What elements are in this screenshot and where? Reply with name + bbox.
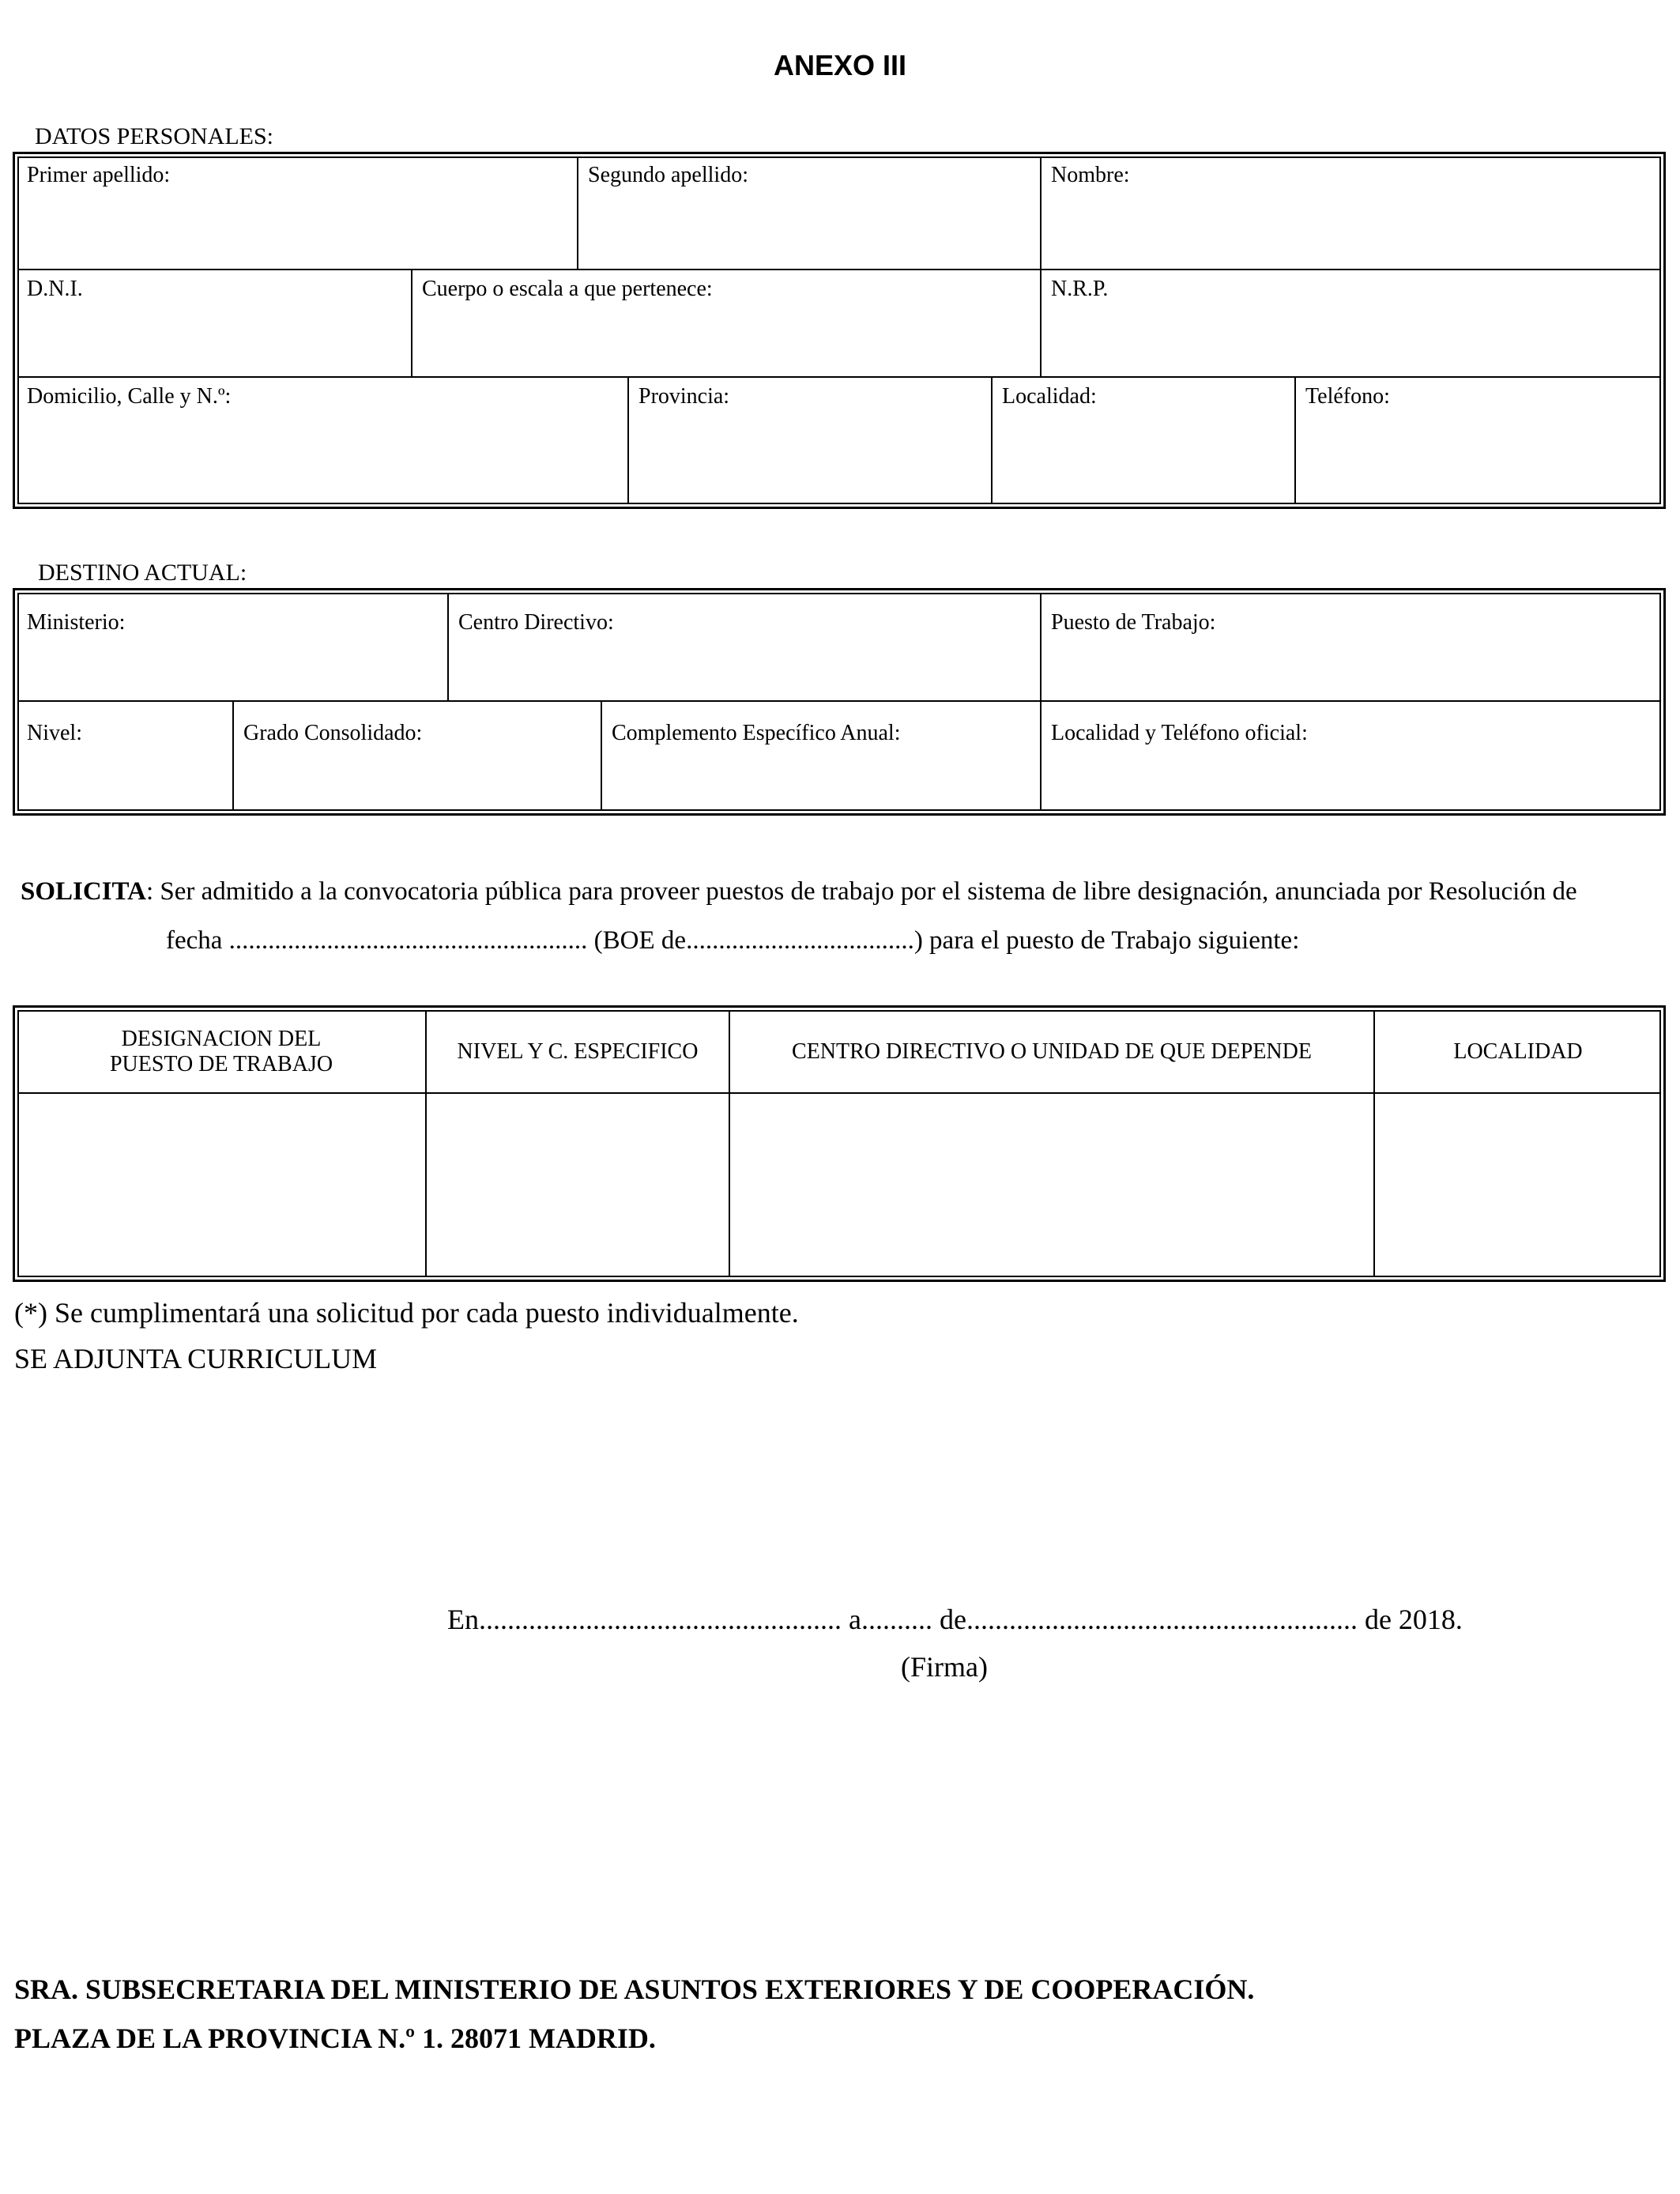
centro-input-cell[interactable] bbox=[730, 1095, 1372, 1276]
solicita-line1: : Ser admitido a la convocatoria pública para proveer puestos de trabajo por el sistema de libre designación, anunciada por Resolución de bbox=[145, 877, 1577, 906]
destino-actual-label: DESTINO ACTUAL: bbox=[38, 560, 247, 586]
header-localidad: LOCALIDAD bbox=[1453, 1039, 1583, 1064]
localidad-field[interactable]: Localidad: bbox=[1002, 384, 1097, 409]
firma-label: (Firma) bbox=[901, 1651, 988, 1683]
provincia-field[interactable]: Provincia: bbox=[638, 384, 730, 409]
localidad-telefono-oficial-field[interactable]: Localidad y Teléfono oficial: bbox=[1051, 721, 1308, 745]
grado-consolidado-field[interactable]: Grado Consolidado: bbox=[243, 721, 423, 745]
header-centro-directivo: CENTRO DIRECTIVO O UNIDAD DE QUE DEPENDE bbox=[792, 1039, 1312, 1064]
telefono-field[interactable]: Teléfono: bbox=[1305, 384, 1390, 409]
ministerio-field[interactable]: Ministerio: bbox=[27, 610, 126, 635]
solicita-line2: fecha ....................................................... (BOE de...................................) para el puesto de Trabajo siguiente: bbox=[166, 926, 1300, 955]
page-title: ANEXO III bbox=[773, 49, 907, 81]
solicita-keyword: SOLICITA bbox=[21, 877, 146, 906]
header-designacion-line2: PUESTO DE TRABAJO bbox=[109, 1052, 333, 1076]
nrp-field[interactable]: N.R.P. bbox=[1051, 277, 1109, 301]
solicita-paragraph bbox=[21, 879, 1664, 905]
note-text: (*) Se cumplimentará una solicitud por cada puesto individualmente. bbox=[14, 1297, 799, 1329]
segundo-apellido-field[interactable]: Segundo apellido: bbox=[588, 163, 748, 187]
cuerpo-escala-field[interactable]: Cuerpo o escala a que pertenece: bbox=[422, 277, 713, 301]
designacion-input-cell[interactable] bbox=[19, 1095, 424, 1276]
datos-personales-label: DATOS PERSONALES: bbox=[35, 123, 274, 149]
complemento-especifico-field[interactable]: Complemento Específico Anual: bbox=[612, 721, 901, 745]
localidad-input-cell[interactable] bbox=[1375, 1095, 1659, 1276]
firma-date-line: En................................................... a.......... de....................................................... de 2018. bbox=[447, 1604, 1463, 1635]
centro-directivo-field[interactable]: Centro Directivo: bbox=[458, 610, 614, 635]
header-nivel: NIVEL Y C. ESPECIFICO bbox=[457, 1039, 699, 1064]
addressee-line1: SRA. SUBSECRETARIA DEL MINISTERIO DE ASUNTOS EXTERIORES Y DE COOPERACIÓN. bbox=[14, 1973, 1255, 2005]
header-designacion bbox=[17, 1012, 425, 1092]
domicilio-field[interactable]: Domicilio, Calle y N.º: bbox=[27, 384, 232, 409]
datos-personales-inner bbox=[17, 156, 1661, 504]
nivel-input-cell[interactable] bbox=[427, 1095, 727, 1276]
dni-field[interactable]: D.N.I. bbox=[27, 277, 83, 301]
primer-apellido-field[interactable]: Primer apellido: bbox=[27, 163, 171, 187]
nombre-field[interactable]: Nombre: bbox=[1051, 163, 1130, 187]
adjunta-curriculum-text: SE ADJUNTA CURRICULUM bbox=[14, 1343, 378, 1374]
puesto-trabajo-field[interactable]: Puesto de Trabajo: bbox=[1051, 610, 1216, 635]
nivel-field[interactable]: Nivel: bbox=[27, 721, 82, 745]
header-designacion-line1: DESIGNACION DEL bbox=[121, 1026, 322, 1051]
addressee-line2: PLAZA DE LA PROVINCIA N.º 1. 28071 MADRID. bbox=[14, 2022, 656, 2054]
